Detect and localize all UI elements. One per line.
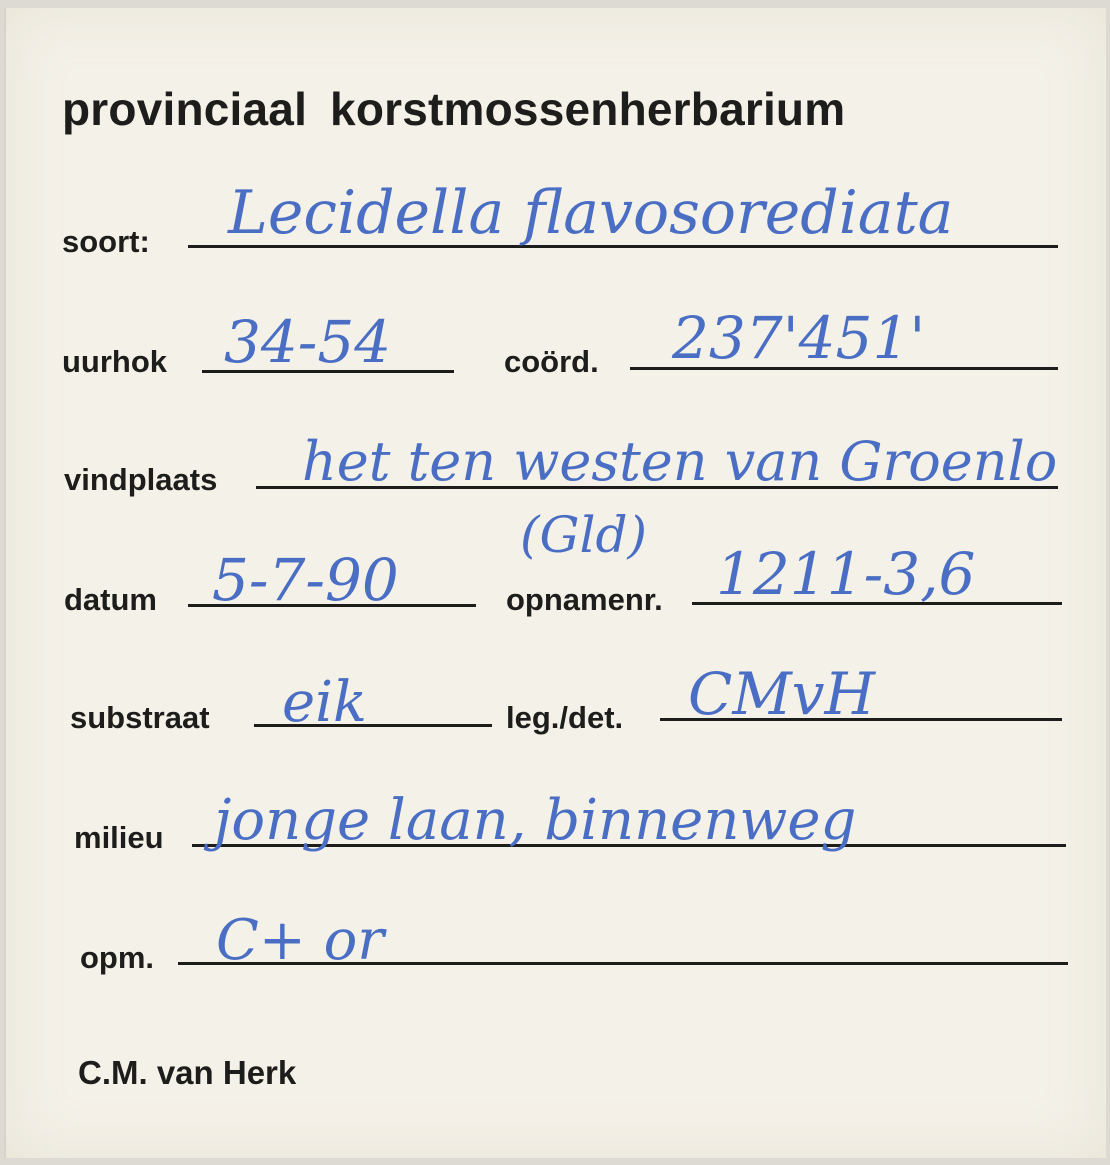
collector-name: C.M. van Herk [78,1054,297,1091]
vindplaats-label: vindplaats [64,462,218,497]
substraat-value: eik [282,670,367,735]
legdet-value: CMvH [688,660,876,728]
uurhok-label: uurhok [62,344,168,379]
vindplaats-value: het ten westen van Groenlo [302,430,1058,493]
opm-label: opm. [80,940,155,975]
soort-value: Lecidella flavosorediata [228,178,954,248]
datum-label: datum [64,582,157,617]
opnamenr-label: opnamenr. [506,582,663,617]
datum-value: 5-7-90 [212,546,399,614]
substraat-label: substraat [70,700,210,735]
milieu-label: milieu [74,820,164,855]
coord-label: coörd. [504,344,599,379]
milieu-value: jonge laan, binnenweg [214,788,857,853]
opnamenr-value: 1211-3,6 [716,540,976,608]
soort-label: soort: [62,224,150,259]
vindplaats-value-province: (Gld) [520,506,647,564]
legdet-label: leg./det. [506,700,624,735]
coord-value: 237'451' [672,304,926,372]
opm-value: C+ or [216,908,385,973]
uurhok-value: 34-54 [224,308,392,376]
card-title: provinciaal korstmossenherbarium [62,83,846,135]
